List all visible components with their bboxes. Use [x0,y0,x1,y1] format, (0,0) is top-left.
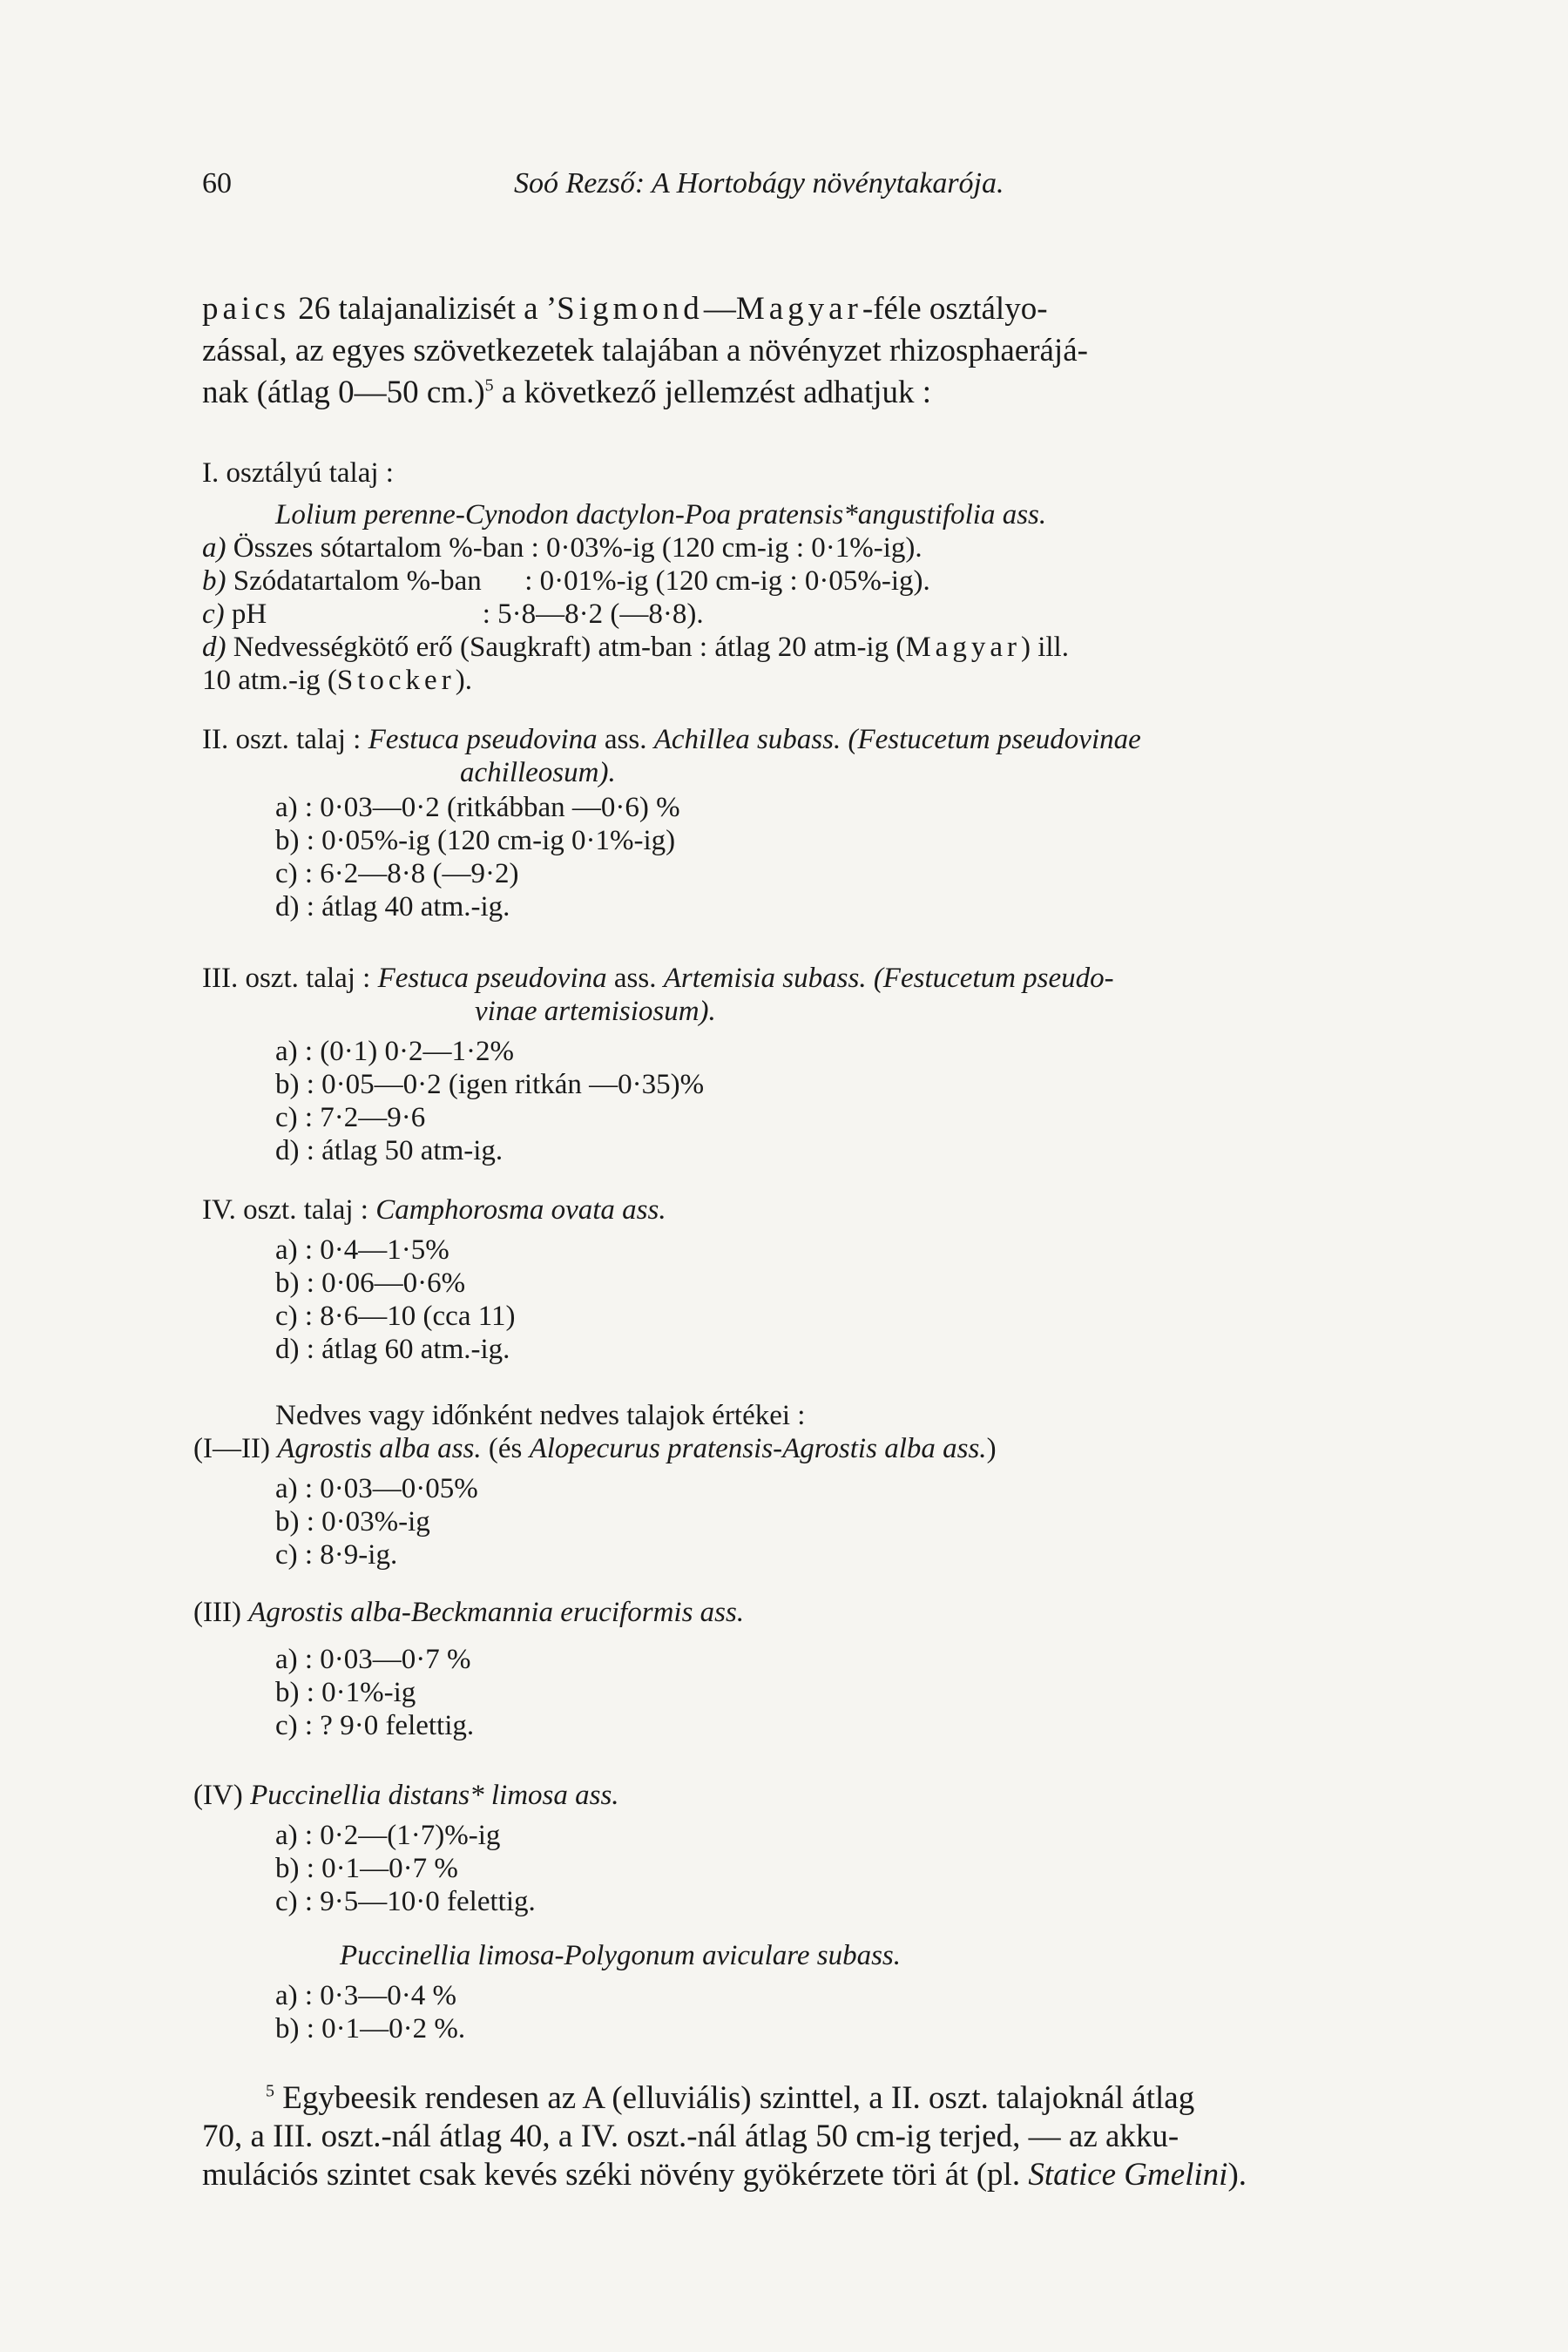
class1-item-b: b) Szódatartalom %-ban : 0·01%-ig (120 cm-ig : 0·05%-ig). [202,565,930,597]
author-name: paics [202,291,291,327]
class3-item-b: b) : 0·05—0·2 (igen ritkán —0·35)% [275,1069,705,1100]
class3-item-c: c) : 7·2—9·6 [275,1102,426,1133]
intro-line-1: paics 26 talajanalizisét a ’Sigmond—Magyar-féle osztályo- [202,291,1048,327]
wet-group-1-a: a) : 0·03—0·05% [275,1473,478,1504]
wet-group-1-b: b) : 0·03%-ig [275,1506,430,1538]
class1-heading: I. osztályú talaj : [202,457,394,489]
intro-line-2: zással, az egyes szövetkezetek talajában a növényzet rhizosphaerájá- [202,333,1088,368]
class2-item-b: b) : 0·05%-ig (120 cm-ig 0·1%-ig) [275,825,676,856]
intro-line-3: nak (átlag 0—50 cm.)$^5$ a következő jellemzést adhatjuk : [202,375,932,410]
footnote-reference: 5 [484,375,494,395]
wet-group-3-c: c) : 9·5—10·0 felettig. [275,1886,536,1917]
wet-group-2-a: a) : 0·03—0·7 % [275,1644,471,1675]
wet-group-2-heading: (III) Agrostis alba-Beckmannia eruciformis ass. [193,1597,745,1628]
class1-item-d-cont: 10 atm.-ig (Stocker). [202,665,472,696]
footnote-line-3: mulációs szintet csak kevés széki növény gyökérzete töri át (pl. Statice Gmelini). [202,2157,1247,2193]
wet-group-4-heading: Puccinellia limosa-Polygonum aviculare subass. [340,1940,901,1971]
wet-group-3-heading: (IV) Puccinellia distans* limosa ass. [193,1780,619,1811]
wet-group-3-a: a) : 0·2—(1·7)%-ig [275,1820,501,1851]
class1-item-c: c) pH : 5·8—8·2 (—8·8). [202,598,704,630]
wet-group-1-c: c) : 8·9-ig. [275,1539,398,1571]
wet-group-4-b: b) : 0·1—0·2 %. [275,2013,466,2044]
wet-group-2-c: c) : ? 9·0 felettig. [275,1710,475,1741]
running-title: Soó Rezső: A Hortobágy növénytakarója. [514,167,1004,199]
wet-group-1-heading: (I—II) Agrostis alba ass. (és Alopecurus pratensis-Agrostis alba ass.) [193,1433,997,1464]
page-number: 60 [202,167,232,199]
class4-item-b: b) : 0·06—0·6% [275,1267,466,1299]
class4-heading: IV. oszt. talaj : Camphorosma ovata ass. [202,1194,666,1226]
class3-item-a: a) : (0·1) 0·2—1·2% [275,1036,514,1067]
class2-item-d: d) : átlag 40 atm.-ig. [275,891,510,923]
footnote-mark: 5 [266,2081,274,2101]
class4-item-c: c) : 8·6—10 (cca 11) [275,1301,516,1332]
author-name: Sigmond [557,291,704,327]
class2-item-c: c) : 6·2—8·8 (—9·2) [275,858,519,889]
class4-item-a: a) : 0·4—1·5% [275,1234,449,1266]
class2-heading-cont: achilleosum). [460,757,616,788]
class3-heading: III. oszt. talaj : Festuca pseudovina ass. Artemisia subass. (Festucetum pseudo- [202,963,1114,994]
footnote-line-2: 70, a III. oszt.-nál átlag 40, a IV. oszt.-nál átlag 50 cm-ig terjed, — az akku- [202,2119,1179,2154]
wet-group-2-b: b) : 0·1%-ig [275,1677,416,1708]
author-name: Magyar [735,291,862,327]
class4-item-d: d) : átlag 60 atm.-ig. [275,1334,510,1365]
wet-group-3-b: b) : 0·1—0·7 % [275,1853,458,1884]
wet-heading: Nedves vagy időnként nedves talajok értékei : [275,1400,806,1431]
class3-heading-cont: vinae artemisiosum). [475,996,716,1027]
footnote-line-1: $^5$ Egybeesik rendesen az A (elluviális) szinttel, a II. oszt. talajoknál átlag [266,2080,1195,2116]
class1-association: Lolium perenne-Cynodon dactylon-Poa pratensis*angustifolia ass. [275,499,1047,531]
wet-group-4-a: a) : 0·3—0·4 % [275,1980,457,2011]
class2-heading: II. oszt. talaj : Festuca pseudovina ass. Achillea subass. (Festucetum pseudovinae [202,724,1141,755]
class3-item-d: d) : átlag 50 atm-ig. [275,1135,504,1166]
class1-item-d: d) Nedvességkötő erő (Saugkraft) atm-ban : átlag 20 atm-ig (Magyar) ill. [202,632,1069,663]
class2-item-a: a) : 0·03—0·2 (ritkábban —0·6) % [275,792,680,823]
class1-item-a: a) Összes sótartalom %-ban : 0·03%-ig (120 cm-ig : 0·1%-ig). [202,532,923,564]
